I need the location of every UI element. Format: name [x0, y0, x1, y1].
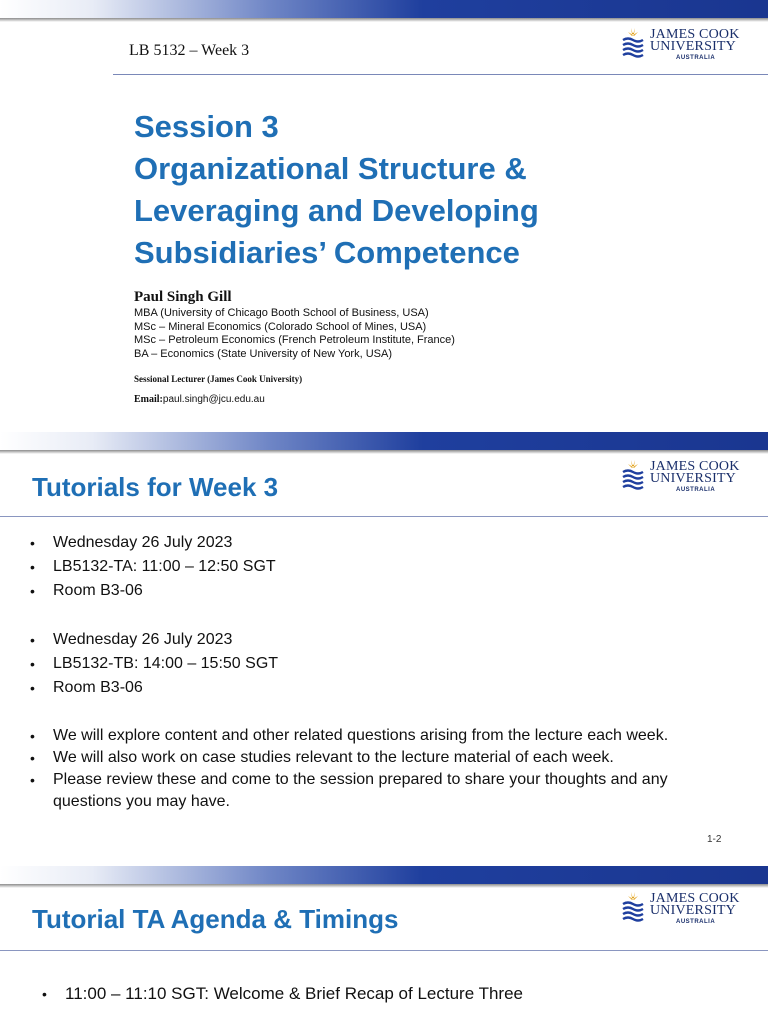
list-item: • Room B3-06: [30, 676, 740, 700]
session-title: [134, 106, 539, 274]
slide-title: Tutorials for Week 3: [32, 472, 279, 502]
slide-header-shadow: [0, 450, 768, 454]
list-spacer: [30, 700, 740, 725]
email-label: Email:: [134, 394, 163, 405]
bullet-icon: •: [30, 680, 35, 696]
bullet-icon: •: [30, 750, 35, 766]
logo-line-3: AUSTRALIA: [676, 55, 716, 61]
slide-header-bar: [0, 0, 768, 18]
logo-line-2: UNIVERSITY: [650, 39, 736, 54]
bullet-icon: •: [30, 583, 35, 599]
presenter-email-row: [134, 394, 455, 405]
logo-line-1: JAMES COOK: [650, 891, 740, 906]
page-number: 1-2: [707, 834, 722, 845]
slide-3: [0, 866, 768, 1024]
slide-2: [0, 432, 768, 864]
jcu-logo: [620, 456, 748, 500]
list-item: • LB5132-TA: 11:00 – 12:50 SGT: [30, 555, 740, 579]
list-spacer: [30, 603, 740, 628]
logo-line-1: JAMES COOK: [650, 27, 740, 42]
slide-title: Tutorial TA Agenda & Timings: [32, 904, 399, 934]
list-item: • Please review these and come to the session prepared to share your thoughts and any questions you may have.: [30, 771, 668, 810]
jcu-logo-mark-icon: [620, 458, 646, 494]
bullet-icon: •: [30, 535, 35, 551]
logo-line-1: JAMES COOK: [650, 459, 740, 474]
slide-header-bar: [0, 432, 768, 450]
title-line-4: Subsidiaries’ Competence: [134, 235, 520, 270]
list-item: • Room B3-06: [30, 579, 740, 603]
jcu-logo-mark-icon: [620, 26, 646, 62]
slide-header-shadow: [0, 18, 768, 22]
header-divider: [113, 74, 768, 75]
title-line-1: Session 3: [134, 109, 279, 144]
jcu-logo: [620, 888, 748, 932]
list-item: • We will explore content and other related questions arising from the lecture each week.: [30, 725, 740, 747]
bullet-icon: •: [42, 986, 47, 1002]
agenda-bullet-list: [42, 982, 742, 1006]
logo-line-2: UNIVERSITY: [650, 471, 736, 486]
tutorial-bullet-list: [30, 531, 740, 813]
title-line-2: Organizational Structure &: [134, 151, 527, 186]
credential-2: MSc – Mineral Economics (Colorado School of Mines, USA): [134, 320, 427, 333]
bullet-icon: •: [30, 632, 35, 648]
credential-1: MBA (University of Chicago Booth School of Business, USA): [134, 307, 429, 319]
presenter-block: [134, 287, 455, 405]
bullet-icon: •: [30, 559, 35, 575]
presenter-name: Paul Singh Gill: [134, 289, 232, 305]
list-item: • LB5132-TB: 14:00 – 15:50 SGT: [30, 652, 740, 676]
bullet-icon: •: [30, 772, 35, 788]
slide-1: [0, 0, 768, 428]
list-item: • Wednesday 26 July 2023: [30, 531, 740, 555]
presenter-role: Sessional Lecturer (James Cook University): [134, 374, 303, 384]
list-item: • We will also work on case studies relevant to the lecture material of each week.: [30, 747, 740, 769]
title-line-3: Leveraging and Developing: [134, 193, 539, 228]
credential-4: BA – Economics (State University of New York, USA): [134, 347, 392, 360]
jcu-logo: [620, 24, 748, 68]
slide-header-bar: [0, 866, 768, 884]
email-address[interactable]: paul.singh@jcu.edu.au: [162, 394, 265, 405]
title-divider: [0, 950, 768, 951]
logo-line-3: AUSTRALIA: [676, 919, 716, 925]
course-label: LB 5132 – Week 3: [129, 42, 250, 59]
title-divider: [0, 516, 768, 517]
list-item: • Wednesday 26 July 2023: [30, 628, 740, 652]
bullet-icon: •: [30, 728, 35, 744]
jcu-logo-mark-icon: [620, 890, 646, 926]
list-item: • 11:00 – 11:10 SGT: Welcome & Brief Recap of Lecture Three: [42, 982, 742, 1006]
logo-line-3: AUSTRALIA: [676, 487, 716, 493]
credential-3: MSc – Petroleum Economics (French Petroleum Institute, France): [134, 334, 455, 346]
logo-line-2: UNIVERSITY: [650, 903, 736, 918]
bullet-icon: •: [30, 656, 35, 672]
presenter-credentials: [134, 307, 455, 361]
